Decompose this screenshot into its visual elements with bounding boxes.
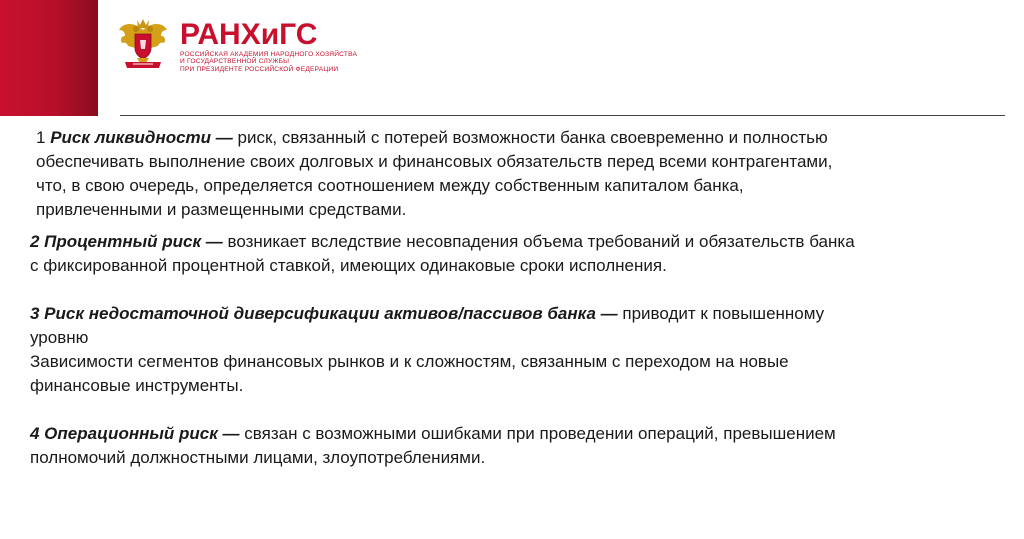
paragraph-line: Зависимости сегментов финансовых рынков и к сложностям, связанным с переходом на новые xyxy=(30,352,789,371)
header-divider xyxy=(120,115,1005,116)
paragraph-liquidity-risk xyxy=(30,126,1020,222)
paragraph-line: с фиксированной процентной ставкой, имеющих одинаковые сроки исполнения. xyxy=(30,256,667,275)
paragraph-line: уровню xyxy=(30,328,89,347)
paragraph-diversification-risk xyxy=(30,302,1020,398)
paragraph-line: полномочий должностными лицами, злоупотреблениями. xyxy=(30,448,486,467)
term-operational-risk: 4 Операционный риск — xyxy=(30,424,240,443)
paragraph-interest-risk xyxy=(30,230,1020,278)
logo-subtitle-line: ПРИ ПРЕЗИДЕНТЕ РОССИЙСКОЙ ФЕДЕРАЦИИ xyxy=(180,65,339,73)
paragraph-number: 1 xyxy=(36,128,51,147)
header-accent-bar xyxy=(0,0,98,116)
paragraph-line: возникает вследствие несовпадения объема требований и обязательств банка xyxy=(222,232,855,251)
term-liquidity-risk: Риск ликвидности — xyxy=(50,128,233,147)
logo-subtitle-line: РОССИЙСКАЯ АКАДЕМИЯ НАРОДНОГО ХОЗЯЙСТВА xyxy=(180,51,358,58)
double-headed-eagle-emblem-icon xyxy=(117,16,169,72)
term-interest-risk: 2 Процентный риск — xyxy=(30,232,223,251)
logo-subtitle-line: И ГОСУДАРСТВЕННОЙ СЛУЖБЫ xyxy=(180,58,290,66)
term-diversification-risk: 3 Риск недостаточной диверсификации активов/пассивов банка — xyxy=(30,304,618,323)
paragraph-line: финансовые инструменты. xyxy=(30,376,244,395)
logo xyxy=(180,20,357,73)
paragraph-line: риск, связанный с потерей возможности банка своевременно и полностью xyxy=(232,128,828,147)
paragraph-operational-risk xyxy=(30,422,1020,470)
paragraph-line: что, в свою очередь, определяется соотношением между собственным капиталом банка, xyxy=(36,176,744,195)
paragraph-line: приводит к повышенному xyxy=(617,304,825,323)
paragraph-line: связан с возможными ошибками при проведении операций, превышением xyxy=(239,424,836,443)
logo-subtitle xyxy=(180,51,357,73)
paragraph-line: привлеченными и размещенными средствами. xyxy=(36,200,407,219)
logo-name: РАНХиГС xyxy=(180,18,318,51)
paragraph-line: обеспечивать выполнение своих долговых и финансовых обязательств перед всеми контрагентами, xyxy=(36,152,833,171)
slide-body xyxy=(30,126,1020,470)
